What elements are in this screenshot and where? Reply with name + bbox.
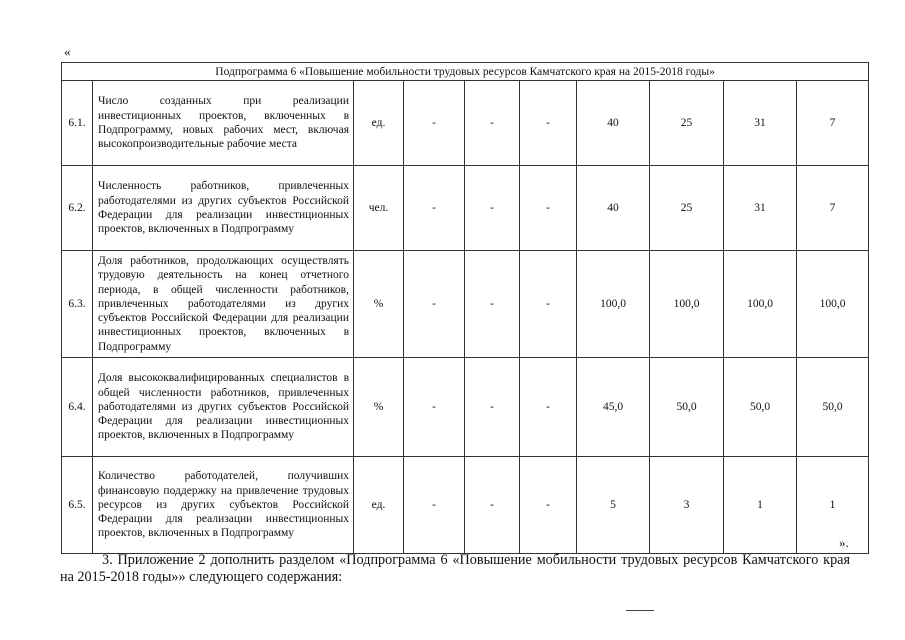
row-number: 6.5.: [62, 457, 93, 554]
value-cell: -: [465, 166, 520, 251]
value-cell: -: [465, 358, 520, 457]
value-cell: -: [520, 166, 577, 251]
table-row: [62, 457, 869, 554]
unit-cell: ед.: [354, 457, 404, 554]
table-row: [62, 251, 869, 358]
value-cell: 50,0: [797, 358, 869, 457]
value-cell: 100,0: [797, 251, 869, 358]
value-cell: 45,0: [577, 358, 650, 457]
table-row: [62, 358, 869, 457]
section-header: Подпрограмма 6 «Повышение мобильности трудовых ресурсов Камчатского края на 2015-2018 годы»: [62, 63, 869, 81]
value-cell: 25: [650, 166, 724, 251]
table-row: [62, 166, 869, 251]
indicator-name: Численность работников, привлеченных работодателями из других субъектов Российской Федерации для реализации инвестиционных проектов, включенных в Подпрограмму: [93, 166, 354, 251]
paragraph-text: 3. Приложение 2 дополнить разделом «Подпрограмма 6 «Повышение мобильности трудовых ресурсов Камчатского края на 2015-2018 годы»» следующего содержания:: [60, 552, 850, 585]
value-cell: -: [404, 251, 465, 358]
value-cell: 100,0: [650, 251, 724, 358]
indicators-table: [61, 62, 869, 554]
value-cell: -: [404, 166, 465, 251]
value-cell: 100,0: [577, 251, 650, 358]
value-cell: 31: [724, 81, 797, 166]
unit-cell: ед.: [354, 81, 404, 166]
indicator-name: Число созданных при реализации инвестиционных проектов, включенных в Подпрограмму, новых рабочих мест, включая высокопроизводительные рабочие места: [93, 81, 354, 166]
value-cell: 50,0: [650, 358, 724, 457]
indicator-name: Количество работодателей, получивших финансовую поддержку на привлечение трудовых ресурсов из других субъектов Российской Федерации для реализации инвестиционных проектов, включенных в Подпрограмму: [93, 457, 354, 554]
section-header-row: [62, 63, 869, 81]
row-number: 6.4.: [62, 358, 93, 457]
value-cell: -: [465, 81, 520, 166]
row-number: 6.2.: [62, 166, 93, 251]
table-row: [62, 81, 869, 166]
pen-mark: [626, 610, 654, 611]
value-cell: 5: [577, 457, 650, 554]
value-cell: -: [520, 358, 577, 457]
value-cell: -: [520, 81, 577, 166]
row-number: 6.1.: [62, 81, 93, 166]
value-cell: -: [465, 251, 520, 358]
opening-quote: «: [64, 44, 71, 59]
unit-cell: %: [354, 251, 404, 358]
value-cell: -: [404, 457, 465, 554]
value-cell: -: [465, 457, 520, 554]
closing-quote: ».: [839, 535, 849, 550]
value-cell: 3: [650, 457, 724, 554]
value-cell: -: [520, 457, 577, 554]
value-cell: 25: [650, 81, 724, 166]
value-cell: -: [520, 251, 577, 358]
unit-cell: чел.: [354, 166, 404, 251]
value-cell: 50,0: [724, 358, 797, 457]
value-cell: 7: [797, 81, 869, 166]
value-cell: 31: [724, 166, 797, 251]
value-cell: 40: [577, 81, 650, 166]
value-cell: 1: [797, 457, 869, 554]
unit-cell: %: [354, 358, 404, 457]
value-cell: 40: [577, 166, 650, 251]
value-cell: -: [404, 81, 465, 166]
indicator-name: Доля работников, продолжающих осуществлять трудовую деятельность на конец отчетного периода, в общей численности работников, привлеченных работодателями из других субъектов Российской Федерации для реализации инвестиционных проектов, включенных в Подпрограмму: [93, 251, 354, 358]
value-cell: -: [404, 358, 465, 457]
body-paragraph: [60, 552, 850, 586]
value-cell: 7: [797, 166, 869, 251]
row-number: 6.3.: [62, 251, 93, 358]
indicator-name: Доля высококвалифицированных специалистов в общей численности работников, привлеченных работодателями из других субъектов Российской Федерации для реализации инвестиционных проектов, включенных в Подпрограмму: [93, 358, 354, 457]
value-cell: 1: [724, 457, 797, 554]
value-cell: 100,0: [724, 251, 797, 358]
